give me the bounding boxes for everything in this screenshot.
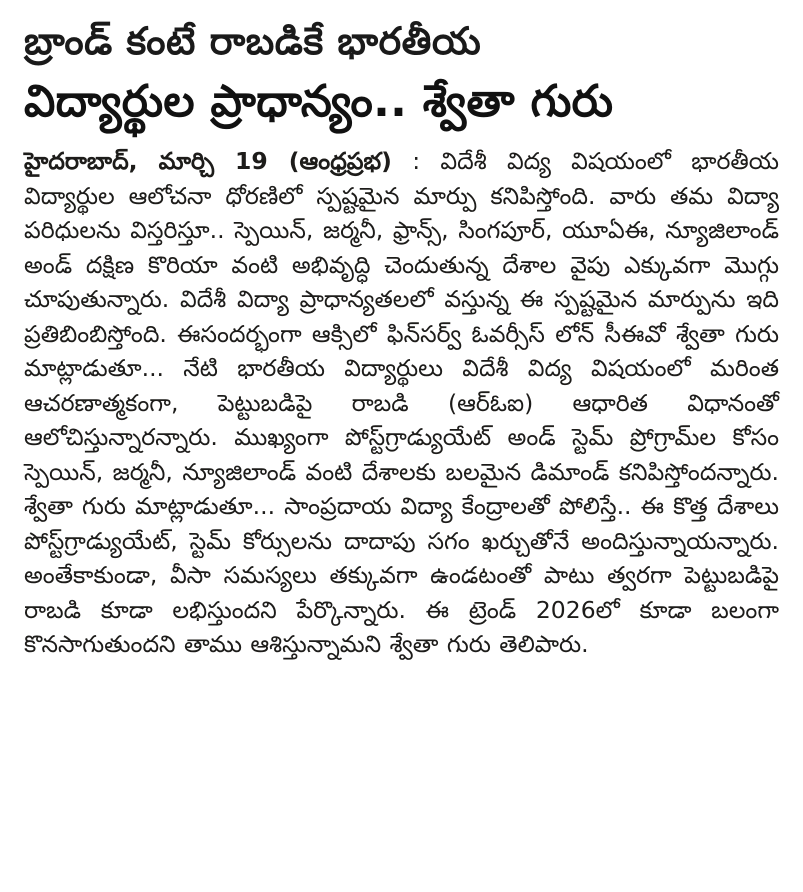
headline-line-1: బ్రాండ్ కంటే రాబడికే భారతీయ [24,19,482,63]
headline-line-2: విద్యార్థుల ప్రాధాన్యం.. శ్వేతా గురు [24,76,614,127]
article-body [24,144,779,662]
dateline: హైదరాబాద్, మార్చి 19 (ఆంధ్రప్రభ) [24,147,392,175]
news-article [24,14,779,662]
headline [24,14,779,134]
article-body-text: : విదేశీ విద్య విషయంలో భారతీయ విద్యార్థుల ఆలోచనా ధోరణిలో స్పష్టమైన మార్పు కనిపిస్తోంది. వారు తమ విద్యా పరిధులను విస్తరిస్తూ.. స్పెయిన్, జర్మనీ, ఫ్రాన్స్, సింగపూర్, యూఏఈ, న్యూజిలాండ్ అండ్ దక్షిణ కొరియా వంటి అభివృద్ధి చెందుతున్న దేశాల వైపు ఎక్కువగా మొగ్గు చూపుతున్నారు. విదేశీ విద్యా ప్రాధాన్యతలలో వస్తున్న ఈ స్పష్టమైన మార్పును ఇది ప్రతిబింబిస్తోంది. ఈసందర్భంగా ఆక్సిలో ఫిన్‌సర్వ్ ఓవర్సీస్ లోన్ సీఈవో శ్వేతా గురు మాట్లాడుతూ... నేటి భారతీయ విద్యార్థులు విదేశీ విద్య విషయంలో మరింత ఆచరణాత్మకంగా, పెట్టుబడిపై రాబడి (ఆర్ఓఐ) ఆధారిత విధానంతో ఆలోచిస్తున్నారన్నారు. ముఖ్యంగా పోస్ట్‌గ్రాడ్యుయేట్ అండ్ స్టెమ్ ప్రోగ్రామ్‌ల కోసం స్పెయిన్, జర్మనీ, న్యూజిలాండ్ వంటి దేశాలకు బలమైన డిమాండ్ కనిపిస్తోందన్నారు. శ్వేతా గురు మాట్లాడుతూ... సాంప్రదాయ విద్యా కేంద్రాలతో పోలిస్తే.. ఈ కొత్త దేశాలు పోస్ట్‌గ్రాడ్యుయేట్, స్టెమ్ కోర్సులను దాదాపు సగం ఖర్చుతోనే అందిస్తున్నాయన్నారు. అంతేకాకుండా, వీసా సమస్యలు తక్కువగా ఉండటంతో పాటు త్వరగా పెట్టుబడిపై రాబడి కూడా లభిస్తుందని పేర్కొన్నారు. ఈ ట్రెండ్ 2026లో కూడా బలంగా కొనసాగుతుందని తాము ఆశిస్తున్నామని శ్వేతా గురు తెలిపారు. [24,147,779,658]
